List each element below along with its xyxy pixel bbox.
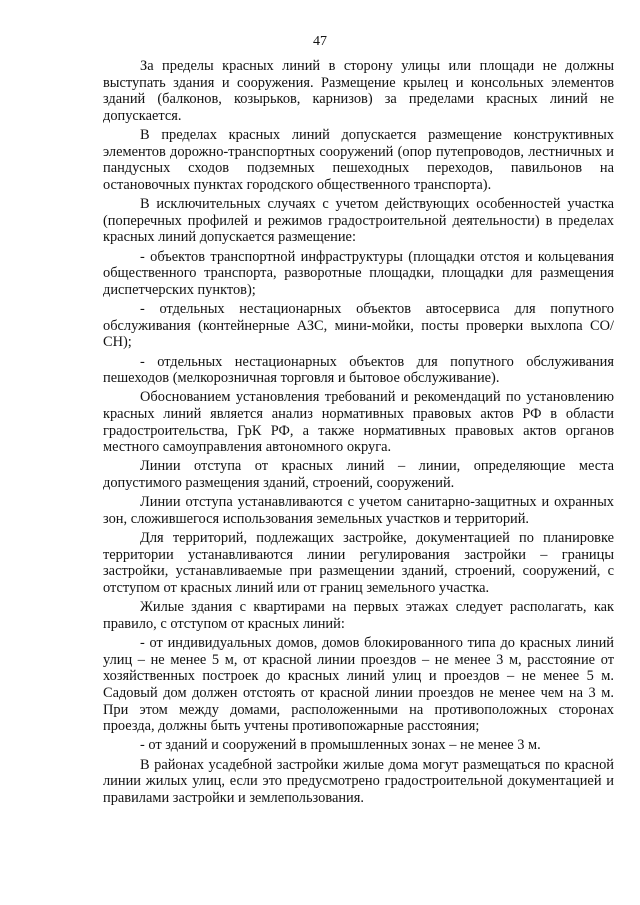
list-item-auto-service: - отдельных нестационарных объектов автосервиса для попутного обслуживания (контейнерные АЗС, мини-мойки, посты проверки выхлопа СО/СН);	[103, 301, 614, 351]
list-item-industrial-zones: - от зданий и сооружений в промышленных зонах – не менее 3 м.	[140, 737, 541, 754]
paragraph-red-lines-restriction: За пределы красных линий в сторону улицы или площади не должны выступать здания и сооружения. Размещение крылец и консольных элементов зданий (балконов, козырьков, карнизов) за пределами красных линий не допускается.	[103, 58, 614, 124]
paragraph-allowed-structures: В пределах красных линий допускается размещение конструктивных элементов дорожно-транспортных сооружений (опор путепроводов, лестничных и пандусных сходов подземных пешеходных переходов, павильонов на остановочных пунктах городского общественного транспорта).	[103, 127, 614, 193]
paragraph-setback-lines-definition: Линии отступа от красных линий – линии, определяющие места допустимого размещения зданий, строений, сооружений.	[103, 458, 614, 492]
paragraph-building-regulation-lines: Для территорий, подлежащих застройке, документацией по планировке территории устанавливаются линии регулирования застройки – границы застройки, устанавливаемые при размещении зданий, строений, сооружений, с отступом от красных линий или от границ земельного участка.	[103, 530, 614, 596]
page-number: 47	[313, 34, 327, 49]
paragraph-setback-lines-basis: Линии отступа устанавливаются с учетом санитарно-защитных и охранных зон, сложившегося использования земельных участков и территорий.	[103, 494, 614, 527]
document-body	[103, 58, 614, 809]
list-item-pedestrian-service: - отдельных нестационарных объектов для попутного обслуживания пешеходов (мелкорозничная торговля и бытовое обслуживание).	[103, 353, 614, 387]
paragraph-homestead-development: В районах усадебной застройки жилые дома могут размещаться по красной линии жилых улиц, если это предусмотрено градостроительной документацией и правилами застройки и землепользования.	[103, 756, 614, 806]
list-item-transport-infrastructure: - объектов транспортной инфраструктуры (площадки отстоя и кольцевания общественного транспорта, разворотные площадки, площадки для размещения диспетчерских пунктов);	[103, 248, 614, 298]
paragraph-exceptional-cases: В исключительных случаях с учетом действующих особенностей участка (поперечных профилей и режимов градостроительной деятельности) в пределах красных линий допускается размещение:	[103, 196, 614, 246]
paragraph-residential-setback: Жилые здания с квартирами на первых этажах следует располагать, как правило, с отступом от красных линий:	[103, 599, 614, 632]
list-item-individual-houses: - от индивидуальных домов, домов блокированного типа до красных линий улиц – не менее 5 м, от красной линии проездов – не менее 3 м, расстояние от хозяйственных построек до красных линий улиц и проездов – не менее 5 м. Садовый дом должен отстоять от красной линии проездов не менее чем на 3 м. При этом между домами, расположенными на противоположных сторонах проезда, должны быть учтены противопожарные расстояния;	[103, 635, 614, 735]
paragraph-justification: Обоснованием установления требований и рекомендаций по установлению красных линий является анализ нормативных правовых актов РФ в области градостроительства, ГрК РФ, а также нормативных правовых актов органов местного самоуправления автономного округа.	[103, 389, 614, 456]
